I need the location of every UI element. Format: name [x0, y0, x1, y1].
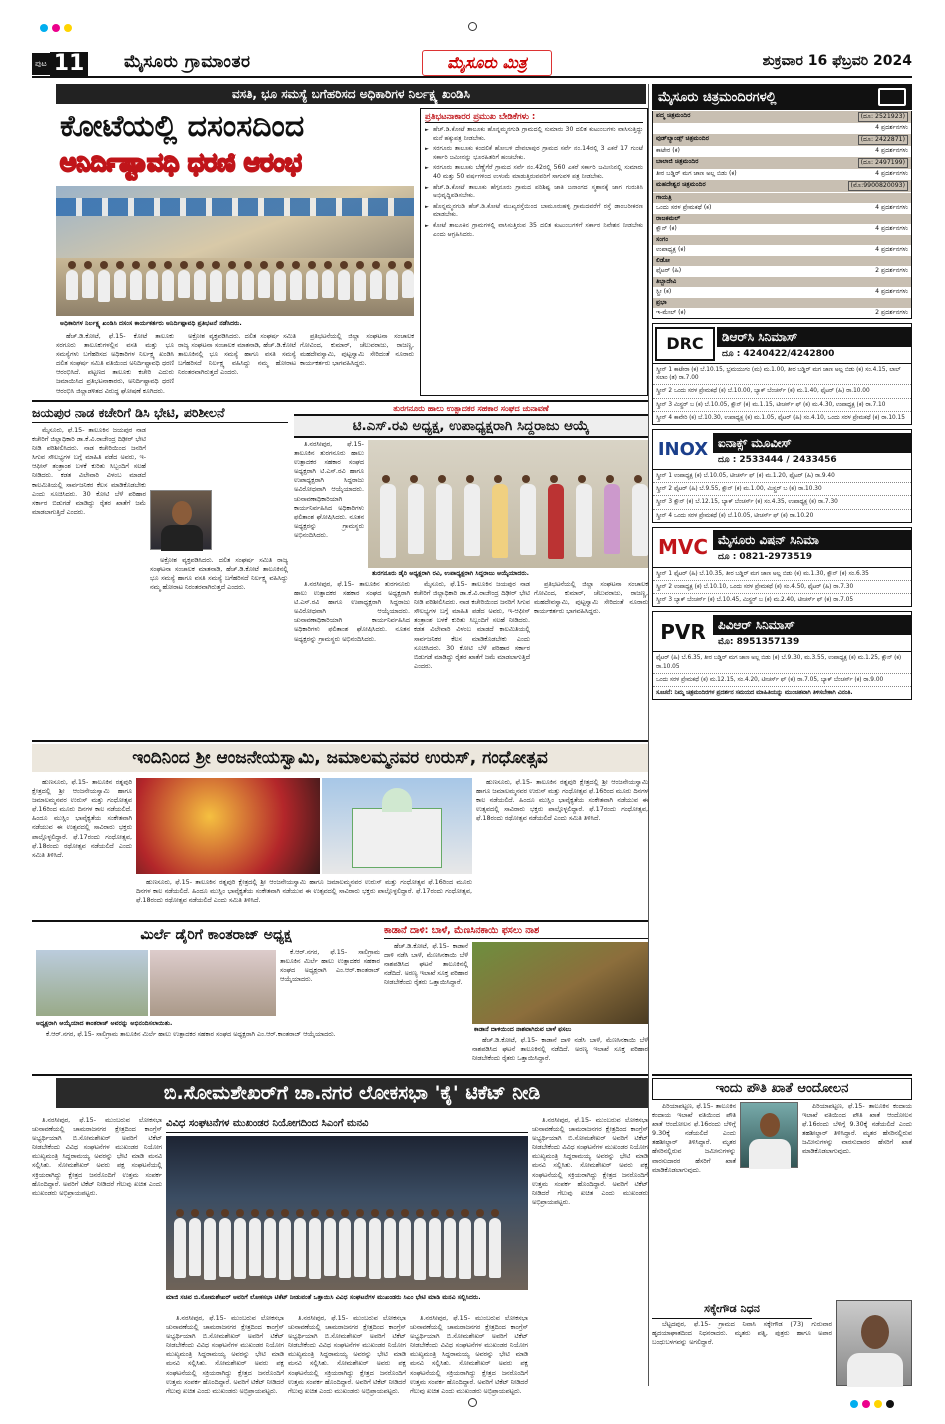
- cinema-chain-inox: [652, 429, 912, 523]
- divider: [32, 740, 648, 742]
- pouti-khate-body-text-2: ಪಿರಿಯಾಪಟ್ಟಣ, ಫೆ.15- ತಾಲೂಕಿನ ಕಂದಾಯ ಇಲಾಖೆ ವತಿಯಿಂದ ಪೌತಿ ಖಾತೆ ಆಂದೋಲನ ಫೆ.16ರಂದು ಬೆಳಿಗ್ಗೆ 9.30ಕ್ಕೆ ನಡೆಯಲಿದೆ ಎಂದು ತಹಶೀಲ್ದಾರ್ ತಿಳಿಸಿದ್ದಾರೆ. ಮೃತರ ಹೆಸರಿನಲ್ಲಿರುವ ಜಮೀನುಗಳನ್ನು ವಾರಸುದಾರರ ಹೆಸರಿಗೆ ಖಾತೆ ಮಾಡಿಕೊಡಲಾಗುವುದು.: [802, 1102, 912, 1156]
- festival-body-text: ಹುಣಸೂರು, ಫೆ.15- ತಾಲೂಕಿನ ರತ್ನಪುರಿ ಕ್ಷೇತ್ರದಲ್ಲಿ ಶ್ರೀ ಆಂಜನೇಯಸ್ವಾಮಿ ಹಾಗೂ ಜಮಾಲಮ್ಮನವರ ಉರುಸ್ ಮತ್ತು ಗಂಧೋತ್ಸವ ಫೆ.16ರಿಂದ ಮೂರು ದಿನಗಳ ಕಾಲ ನಡೆಯಲಿದೆ. ಹಿಂದೂ ಮುಸ್ಲಿಂ ಭಾವೈಕ್ಯತೆಯ ಸಂಕೇತವಾಗಿ ನಡೆಯುವ ಈ ಉತ್ಸವದಲ್ಲಿ ಸಾವಿರಾರು ಭಕ್ತರು ಪಾಲ್ಗೊಳ್ಳಲಿದ್ದಾರೆ. ಫೆ.17ರಂದು ಗಂಧೋತ್ಸವ, ಫೆ.18ರಂದು ರಥೋತ್ಸವ ನಡೆಯಲಿದೆ ಎಂದು ಸಮಿತಿ ತಿಳಿಸಿದೆ.: [32, 778, 132, 859]
- ticket-body-col-2: [166, 1314, 284, 1395]
- chain-phone: ದೂ : 0821-2973519: [718, 552, 813, 563]
- theatre-film: ಕ್ಲೌನ್ (ಕ): [656, 225, 677, 232]
- demand-item: ► ಹೆಚ್.ಡಿ.ಕೋಟೆ ತಾಲೂಕು ಹೊನ್ನಮ್ಮನಗುಡಿ ಗ್ರಾಮದಲ್ಲಿ ಸುಮಾರು 30 ದಲಿತ ಕುಟುಂಬಗಳು ವಾಸಿಸುತ್ತಿದ್ದು ಮನೆ ಹಕ್ಕುಪತ್ರ ನೀಡಬೇಕು.: [425, 126, 643, 143]
- column-rule: [648, 84, 649, 1386]
- dairy-headline: ಮಿರ್ಲೆ ಡೈರಿಗೆ ಕಾಂತರಾಜ್ ಅಧ್ಯಕ್ಷ: [140, 927, 292, 943]
- masthead: [32, 48, 912, 78]
- lead-kicker: ವಸತಿ, ಭೂ ಸಮಸ್ಯೆ ಬಗೆಹರಿಸದ ಅಧಿಕಾರಿಗಳ ನಿರ್ಲಕ್ಷ್ಯ ಖಂಡಿಸಿ: [56, 84, 646, 104]
- lead-body-text-1: ಹೆಚ್.ಡಿ.ಕೋಟೆ, ಫೆ.15- ಕೋಟೆ ತಾಲೂಕು ಸರಗೂರು ತಾಲೂಕುಗಳಲ್ಲಿನ ವಸತಿ ಮತ್ತು ಭೂ ಸಮಸ್ಯೆಗಳು ಬಗೆಹರಿಸದ ಅಧಿಕಾರಿಗಳ ನಿರ್ಲಕ್ಷ್ಯ ಖಂಡಿಸಿ ದಲಿತ ಸಂಘರ್ಷ ಸಮಿತಿ ವತಿಯಿಂದ ಅನಿರ್ದಿಷ್ಟಾವಧಿ ಧರಣಿ ಆರಂಭಿಸಿದೆ. ಪಟ್ಟಣದ ತಾಲೂಕು ಕಚೇರಿ ಎದುರು ಜಮಾಯಿಸಿದ ಪ್ರತಿಭಟನಾಕಾರರು, ಅನಿರ್ದಿಷ್ಟಾವಧಿ ಧರಣಿ ಆರಂಭಿಸಿ ಜಿಲ್ಲಾಡಳಿತದ ವಿರುದ್ಧ ಘೋಷಣೆ ಕೂಗಿದರು.: [56, 332, 174, 395]
- theatre-shows: 4 ಪ್ರದರ್ಶನಗಳು: [875, 225, 908, 232]
- dairy-caption: ಅಧ್ಯಕ್ಷರಾಗಿ ಆಯ್ಕೆಯಾದ ಕಾಂತರಾಜ್ ಅವರನ್ನು ಅಭಿನಂದಿಸಲಾಯಿತು.: [36, 1020, 173, 1027]
- paper-logo: ಮೈಸೂರು ಮಿತ್ರ: [422, 50, 552, 76]
- theatre-phone: (ದೂ: 2497199): [858, 158, 908, 168]
- theatre-shows: 4 ಪ್ರದರ್ಶನಗಳು: [875, 246, 908, 253]
- theatre-entry: [653, 180, 911, 192]
- show-listing: ಸ್ಕ್ರೀನ್ 3 ಕ್ಲೌನ್ (ಕ) ಬೆ.12.15, ಬ್ಯಾಕ್ ಬೆಂಚರ್ಸ್ (ಕ) ಸಂ.4.35, ಉಪಾಧ್ಯಕ್ಷ (ಕ) ರಾ.7.30: [653, 496, 911, 509]
- banana-body-text: ಹೆಚ್.ಡಿ.ಕೋಟೆ, ಫೆ.15- ಕಾಡಾನೆ ದಾಳಿ ನಡೆಸಿ ಬಾಳೆ, ಮೆಣಸಿನಕಾಯಿ ಬೆಳೆ ನಾಶಪಡಿಸಿದ ಘಟನೆ ತಾಲೂಕಿನಲ್ಲಿ ನಡೆದಿದೆ. ಅರಣ್ಯ ಇಲಾಖೆ ಸೂಕ್ತ ಪರಿಹಾರ ನೀಡಬೇಕೆಂದು ರೈತರು ಒತ್ತಾಯಿಸಿದ್ದಾರೆ.: [384, 942, 468, 987]
- lead-photo-caption: ಅಧಿಕಾರಿಗಳ ನಿರ್ಲಕ್ಷ್ಯ ಖಂಡಿಸಿ ದಸಂಸ ಕಾರ್ಯಕರ್ತರು ಅನಿರ್ದಿಷ್ಟಾವಧಿ ಪ್ರತಿಭಟನೆ ನಡೆಸಿದರು.: [60, 320, 242, 327]
- ticket-body-col-4: [410, 1314, 528, 1395]
- chain-name: ಪಿವಿಆರ್ ಸಿನಿಮಾಸ್: [713, 615, 911, 635]
- inox-logo: INOX: [657, 439, 709, 461]
- theatre-film: ಸ್ಟ್ರೀ (ಕ): [656, 288, 672, 295]
- ticket-body-text: ತಿ.ನರಸೀಪುರ, ಫೆ.15- ಮುಂಬರುವ ಲೋಕಸಭಾ ಚುನಾವಣೆಯಲ್ಲಿ ಚಾಮರಾಜನಗರ ಕ್ಷೇತ್ರದಿಂದ ಕಾಂಗ್ರೆಸ್ ಅಭ್ಯರ್ಥಿಯಾಗಿ ಬಿ.ಸೋಮಶೇಖರ್ ಅವರಿಗೆ ಟಿಕೆಟ್ ನೀಡಬೇಕೆಂದು ವಿವಿಧ ಸಂಘಟನೆಗಳ ಮುಖಂಡರ ನಿಯೋಗ ಮುಖ್ಯಮಂತ್ರಿ ಸಿದ್ದರಾಮಯ್ಯ ಅವರನ್ನು ಭೇಟಿ ಮಾಡಿ ಮನವಿ ಸಲ್ಲಿಸಿತು. ಸೋಮಶೇಖರ್ ಅವರು ಪಕ್ಷ ಸಂಘಟನೆಯಲ್ಲಿ ಸಕ್ರಿಯರಾಗಿದ್ದು ಕ್ಷೇತ್ರದ ಜನರೊಂದಿಗೆ ಉತ್ತಮ ಸಂಪರ್ಕ ಹೊಂದಿದ್ದಾರೆ. ಅವರಿಗೆ ಟಿಕೆಟ್ ನೀಡಿದರೆ ಗೆಲುವು ಖಚಿತ ಎಂದು ಮುಖಂಡರು ಅಭಿಪ್ರಾಯಪಟ್ಟರು.: [32, 1116, 162, 1197]
- demand-item: ► ಹೊನ್ನಮ್ಮನಗುಡಿ ಹೆಚ್.ಡಿ.ಕೋಟೆ ಮುಖ್ಯರಸ್ತೆಯಿಂದ ಬಾಮೂರುಹಳ್ಳಿ ಗ್ರಾಮದವರೆಗೆ ರಸ್ತೆ ಡಾಂಬರೀಕರಣ ಮಾಡಬೇಕು.: [425, 203, 643, 220]
- ticket-body-text-2: ತಿ.ನರಸೀಪುರ, ಫೆ.15- ಮುಂಬರುವ ಲೋಕಸಭಾ ಚುನಾವಣೆಯಲ್ಲಿ ಚಾಮರಾಜನಗರ ಕ್ಷೇತ್ರದಿಂದ ಕಾಂಗ್ರೆಸ್ ಅಭ್ಯರ್ಥಿಯಾಗಿ ಬಿ.ಸೋಮಶೇಖರ್ ಅವರಿಗೆ ಟಿಕೆಟ್ ನೀಡಬೇಕೆಂದು ವಿವಿಧ ಸಂಘಟನೆಗಳ ಮುಖಂಡರ ನಿಯೋಗ ಮುಖ್ಯಮಂತ್ರಿ ಸಿದ್ದರಾಮಯ್ಯ ಅವರನ್ನು ಭೇಟಿ ಮಾಡಿ ಮನವಿ ಸಲ್ಲಿಸಿತು. ಸೋಮಶೇಖರ್ ಅವರು ಪಕ್ಷ ಸಂಘಟನೆಯಲ್ಲಿ ಸಕ್ರಿಯರಾಗಿದ್ದು ಕ್ಷೇತ್ರದ ಜನರೊಂದಿಗೆ ಉತ್ತಮ ಸಂಪರ್ಕ ಹೊಂದಿದ್ದಾರೆ. ಅವರಿಗೆ ಟಿಕೆಟ್ ನೀಡಿದರೆ ಗೆಲುವು ಖಚಿತ ಎಂದು ಮುಖಂಡರು ಅಭಿಪ್ರಾಯಪಟ್ಟರು.: [166, 1314, 284, 1395]
- lead-headline-line-1: ಕೋಟೆಯಲ್ಲಿ ದಸಂಸದಿಂದ: [60, 109, 305, 144]
- theatre-entry: [653, 298, 911, 318]
- theatre-entry: [653, 193, 911, 213]
- milk-union-body-col-2: [294, 580, 410, 738]
- festival-body-col-1: [32, 778, 132, 918]
- lead-body-text-2: ಅಕ್ರೋಶ ವ್ಯಕ್ತಪಡಿಸಿದರು. ದಲಿತ ಸಂಘರ್ಷ ಸಮಿತಿ ರಾಜ್ಯ ಸಂಘಟನಾ ಸಂಚಾಲಕ ಮಾತನಾಡಿ, ಹೆಚ್.ಡಿ.ಕೋಟೆ ತಾಲೂಕಿನಲ್ಲಿ ಭೂ ಸಮಸ್ಯೆ ಹಾಗೂ ವಸತಿ ಸಮಸ್ಯೆ ಬಗೆಹರಿಸದೆ ನಿರ್ಲಕ್ಷ್ಯ ವಹಿಸಿದ್ದು ನಮ್ಮ ಹೋರಾಟ ನಿರಂತರವಾಗಿರುತ್ತದೆ ಎಂದರು.: [178, 332, 296, 377]
- theatre-name: ಲಿಡೋ: [656, 257, 670, 264]
- theatre-entry: [653, 277, 911, 297]
- page-number: 11: [50, 52, 89, 76]
- lead-photo: [56, 186, 414, 316]
- milk-union-photo: [368, 440, 648, 568]
- show-listing: ಸ್ಕ್ರೀನ್ 3 ಮಿಸ್ಟ್ರರ್ ಬ (ಕ) ಬೆ.10.05, ಕ್ಲೌನ್ (ಕ) ಮ.1.15, ಟೀಚರ್ಸ್ ಫ್ (ಕ) ಮ.4.30, ಉಪಾಧ್ಯಕ್ಷ (ಕ) ರಾ.7.10: [653, 399, 911, 412]
- show-listing: ಸ್ಕ್ರೀನ್ 2 ಒಂದು ಸರಳ ಪ್ರೇಮಕಥೆ (ಕ) ಬೆ.10.00, ಬ್ಯಾಕ್ ಬೆಂಚರ್ಸ್ (ಕ) ಮ.1.40, ಫೈಟರ್ (ಹಿ) ರಾ.10.00: [653, 385, 911, 398]
- demand-item: ► ಕೋಟೆ ತಾಲೂಕಿನ ಗ್ರಾಮಗಳಲ್ಲಿ ವಾಸಿಸುತ್ತಿರುವ 35 ದಲಿತ ಕುಟುಂಬಗಳಿಗೆ ಸರ್ಕಾರ ನಿವೇಶನ ನೀಡಬೇಕು ಎಂದು ಆಗ್ರಹಿಸಿದರು.: [425, 222, 643, 239]
- dairy-body-col-2: [36, 1030, 380, 1070]
- festival-body-text-2: ಹುಣಸೂರು, ಫೆ.15- ತಾಲೂಕಿನ ರತ್ನಪುರಿ ಕ್ಷೇತ್ರದಲ್ಲಿ ಶ್ರೀ ಆಂಜನೇಯಸ್ವಾಮಿ ಹಾಗೂ ಜಮಾಲಮ್ಮನವರ ಉರುಸ್ ಮತ್ತು ಗಂಧೋತ್ಸವ ಫೆ.16ರಿಂದ ಮೂರು ದಿನಗಳ ಕಾಲ ನಡೆಯಲಿದೆ. ಹಿಂದೂ ಮುಸ್ಲಿಂ ಭಾವೈಕ್ಯತೆಯ ಸಂಕೇತವಾಗಿ ನಡೆಯುವ ಈ ಉತ್ಸವದಲ್ಲಿ ಸಾವಿರಾರು ಭಕ್ತರು ಪಾಲ್ಗೊಳ್ಳಲಿದ್ದಾರೆ. ಫೆ.17ರಂದು ಗಂಧೋತ್ಸವ, ಫೆ.18ರಂದು ರಥೋತ್ಸವ ನಡೆಯಲಿದೆ ಎಂದು ಸಮಿತಿ ತಿಳಿಸಿದೆ.: [476, 778, 648, 823]
- milk-union-body-text-2: ತಿ.ನರಸೀಪುರ, ಫೆ.15- ತಾಲೂಕಿನ ತುರಗನೂರು ಹಾಲು ಉತ್ಪಾದಕರ ಸಹಕಾರ ಸಂಘದ ಅಧ್ಯಕ್ಷರಾಗಿ ಟಿ.ಎಸ್.ರವಿ ಹಾಗೂ ಉಪಾಧ್ಯಕ್ಷರಾಗಿ ಸಿದ್ದರಾಜು ಅವಿರೋಧವಾಗಿ ಆಯ್ಕೆಯಾದರು. ಚುನಾವಣಾಧಿಕಾರಿಯಾಗಿ ಕಾರ್ಯನಿರ್ವಹಿಸಿದ ಅಧಿಕಾರಿಗಳು ಫಲಿತಾಂಶ ಘೋಷಿಸಿದರು. ನೂತನ ಅಧ್ಯಕ್ಷರನ್ನು ಗ್ರಾಮಸ್ಥರು ಅಭಿನಂದಿಸಿದರು.: [294, 580, 410, 643]
- pouti-khate-body-col-1: [652, 1102, 736, 1298]
- cinema-chain-mysore-vision: [652, 527, 912, 608]
- theatre-film: ತೀರ ಬಡ್ಡಿರ್ ಮಗ ಜಾಣ ಅಲ್ಲ ಬಿಡು (ಕ): [656, 170, 737, 177]
- ticket-subhead: ವಿವಿಧ ಸಂಘಟನೆಗಳ ಮುಖಂಡರ ನಿಯೋಗದಿಂದ ಸಿಎಂಗೆ ಮನವಿ: [166, 1116, 528, 1133]
- theatre-shows: 2 ಪ್ರದರ್ಶನಗಳು: [875, 309, 908, 316]
- theatre-entry: [653, 111, 911, 133]
- theatre-name: ಪದ್ಮ ಚಿತ್ರಮಂದಿರ: [656, 112, 691, 119]
- drc-logo: DRC: [655, 327, 715, 361]
- ticket-photo: [166, 1136, 528, 1290]
- obituary-body-text: ಬೆಟ್ಟದಪುರ, ಫೆ.15- ಗ್ರಾಮದ ನಿವಾಸಿ ಸಕ್ಕೇಗೌಡ (73) ಗುರುವಾರ ಹೃದಯಾಘಾತದಿಂದ ನಿಧನರಾದರು. ಮೃತರು ಪತ್ನಿ, ಪುತ್ರರು ಹಾಗೂ ಅಪಾರ ಬಂಧುಬಳಗವನ್ನು ಅಗಲಿದ್ದಾರೆ.: [652, 1320, 832, 1347]
- festival-dargah-photo: [322, 778, 472, 874]
- theatre-list: [652, 111, 912, 319]
- banana-body-col-1: [384, 942, 468, 1070]
- obituary-portrait: [836, 1300, 912, 1386]
- theatre-entry: [653, 235, 911, 255]
- page-number-tag: [32, 52, 88, 76]
- section-name: ಮೈಸೂರು ಗ್ರಾಮಾಂತರ: [124, 52, 251, 72]
- show-listing: ಸ್ಕ್ರೀನ್ 3 ಬ್ಯಾಕ್ ಬೆಂಚರ್ಸ್ (ಕ) ಬೆ.10.45, ಮಿಸ್ಟ್ರರ್ ಬ (ಕ) ಮ.2.40, ಟೀಚರ್ಸ್ ಫ್ (ಕ) ರಾ.7.05: [656, 597, 854, 604]
- divider: [32, 920, 648, 922]
- theatre-film: ಒಂದು ಸರಳ ಪ್ರೇಮಕಥೆ (ಕ): [656, 204, 712, 211]
- chain-name: ಐನಾಕ್ಸ್ ಮೂವೀಸ್: [713, 433, 911, 453]
- milk-union-body-text: ತಿ.ನರಸೀಪುರ, ಫೆ.15- ತಾಲೂಕಿನ ತುರಗನೂರು ಹಾಲು ಉತ್ಪಾದಕರ ಸಹಕಾರ ಸಂಘದ ಅಧ್ಯಕ್ಷರಾಗಿ ಟಿ.ಎಸ್.ರವಿ ಹಾಗೂ ಉಪಾಧ್ಯಕ್ಷರಾಗಿ ಸಿದ್ದರಾಜು ಅವಿರೋಧವಾಗಿ ಆಯ್ಕೆಯಾದರು. ಚುನಾವಣಾಧಿಕಾರಿಯಾಗಿ ಕಾರ್ಯನಿರ್ವಹಿಸಿದ ಅಧಿಕಾರಿಗಳು ಫಲಿತಾಂಶ ಘೋಷಿಸಿದರು. ನೂತನ ಅಧ್ಯಕ್ಷರನ್ನು ಗ್ರಾಮಸ್ಥರು ಅಭಿನಂದಿಸಿದರು.: [294, 440, 364, 539]
- banana-body-text-2: ಹೆಚ್.ಡಿ.ಕೋಟೆ, ಫೆ.15- ಕಾಡಾನೆ ದಾಳಿ ನಡೆಸಿ ಬಾಳೆ, ಮೆಣಸಿನಕಾಯಿ ಬೆಳೆ ನಾಶಪಡಿಸಿದ ಘಟನೆ ತಾಲೂಕಿನಲ್ಲಿ ನಡೆದಿದೆ. ಅರಣ್ಯ ಇಲಾಖೆ ಸೂಕ್ತ ಪರಿಹಾರ ನೀಡಬೇಕೆಂದು ರೈತರು ಒತ್ತಾಯಿಸಿದ್ದಾರೆ.: [472, 1036, 648, 1063]
- theatre-entry: [653, 134, 911, 156]
- demand-item: ► ಹೆಚ್.ಡಿ.ಕೋಟೆ ತಾಲೂಕು ಹೆಗ್ಗನೂರು ಗ್ರಾಮದ ಪರಿಶಿಷ್ಟ ಜಾತಿ ಜನಾಂಗದ ಸ್ಮಶಾನಕ್ಕೆ ಜಾಗ ಗುರುತಿಸಿ ಅಭಿವೃದ್ಧಿಪಡಿಸಬೇಕು.: [425, 184, 643, 201]
- dc-visit-headline: ಜಯಪುರ ನಾಡ ಕಚೇರಿಗೆ ಡಿಸಿ ಭೇಟಿ, ಪರಿಶೀಲನೆ: [32, 404, 288, 423]
- registration-mark-top: [468, 22, 477, 31]
- film-reel-icon: [878, 88, 906, 106]
- cinema-chain-pvr: [652, 611, 912, 700]
- ticket-body-col-3: [288, 1314, 406, 1395]
- show-listing: ಫೈಟರ್ (ಹಿ) ಬೆ.6.35, ತೀರ ಬಡ್ಡಿರ್ ಮಗ ಜಾಣ ಅಲ್ಲ ಬಿಡು (ಕ) ಬೆ.9.30, ಮ.3.55, ಉಪಾಧ್ಯಕ್ಷ (ಕ) ಮ.1.25, ಕ್ಲೌನ್ (ಕ) ರಾ.10.05: [653, 652, 911, 673]
- banana-body-col-2: [472, 1036, 648, 1070]
- milk-union-kicker: ತುರಗನೂರು ಹಾಲು ಉತ್ಪಾದಕರ ಸಹಕಾರ ಸಂಘದ ಚುನಾವಣೆ: [393, 404, 549, 413]
- pvr-logo: PVR: [660, 619, 706, 644]
- divider: [652, 1074, 912, 1076]
- festival-temple-photo: [136, 778, 320, 874]
- theatre-name: ಗಾಯತ್ರಿ: [656, 194, 672, 201]
- mvc-logo: MVC: [657, 535, 709, 560]
- milk-union-body-col-3: [414, 580, 530, 738]
- ticket-body-col-5: [532, 1116, 648, 1386]
- theatre-phone: (ದೂ: 2521923): [858, 112, 908, 122]
- theatre-shows: 4 ಪ್ರದರ್ಶನಗಳು: [875, 170, 908, 177]
- dc-visit-body-col-2: [150, 556, 288, 738]
- chain-phone: ಮೊ: 8951357139: [718, 636, 800, 647]
- show-listing: ಸ್ಕ್ರೀನ್ 1 ಫೈಟರ್ (ಹಿ) ಬೆ.10.35, ತೀರ ಬಡ್ಡಿರ್ ಮಗ ಜಾಣ ಅಲ್ಲ ಬಿಡು (ಕ) ಮ.1.30, ಕ್ಲೌನ್ (ಕ) ಸಂ.6.35: [653, 568, 911, 581]
- theatre-name: ಮಹದೇಶ್ವರ ಚಿತ್ರಮಂದಿರ: [656, 181, 706, 188]
- demand-item: ► ಸರಗೂರು ತಾಲೂಕು ಬೆಣ್ಣೆಗೆರೆ ಗ್ರಾಮದ ಸರ್ವೆ ನಂ.42ರಲ್ಲಿ 560 ಎಕರೆ ಸರ್ಕಾರಿ ಜಮೀನಿನಲ್ಲಿ ಸುಮಾರು 40 ಮತ್ತು 50 ವರ್ಷಗಳಿಂದ ಉಳುಮೆ ಮಾಡುತ್ತಿರುವವರಿಗೆ ಸಾಗುವಳಿ ಪತ್ರ ನೀಡಬೇಕು.: [425, 164, 643, 181]
- milk-union-caption: ತುರಗನೂರು ಡೈರಿ ಅಧ್ಯಕ್ಷರಾಗಿ ರವಿ, ಉಪಾಧ್ಯಕ್ಷರಾಗಿ ಸಿದ್ದರಾಜು ಆಯ್ಕೆಯಾದರು.: [372, 570, 529, 577]
- show-listing: ಒಂದು ಸರಳ ಪ್ರೇಮಕಥೆ (ಕ) ಮ.12.15, ಸಂ.4.20, ಟೀಚರ್ಸ್ ಫ್ (ಕ) ರಾ.7.05, ಬ್ಯಾಕ್ ಬೆಂಚರ್ಸ್ (ಕ) ರಾ.9.00: [653, 674, 911, 687]
- lead-headline-line-2: ಅನಿರ್ದಿಷ್ಟಾವಧಿ ಧರಣಿ ಆರಂಭ: [60, 148, 302, 177]
- theatre-name: ತಿಬ್ಬಾದೇವಿ: [656, 278, 677, 285]
- demand-item: ► ಸರಗೂರು ತಾಲೂಕು ಕಂದಲಿಕೆ ಹೋಬಳಿ ದೇವಲಾಪುರ ಗ್ರಾಮದ ಸರ್ವೆ ನಂ.14ರಲ್ಲಿ 3 ಎಕರೆ 17 ಗುಂಟೆ ಸರ್ಕಾರಿ ಜಮೀನನ್ನು ಭೂರಹಿತರಿಗೆ ಹಂಚಬೇಕು.: [425, 145, 643, 162]
- pouti-khate-body-col-2: [802, 1102, 912, 1298]
- cinema-listings-title: ಮೈಸೂರು ಚಿತ್ರಮಂದಿರಗಳಲ್ಲಿ: [658, 89, 777, 105]
- demands-box: [420, 108, 648, 396]
- cinema-listings-header: [652, 84, 912, 110]
- show-listing: ಸ್ಕ್ರೀನ್ 1 ಉಪಾಧ್ಯಕ್ಷ (ಕ) ಬೆ.10.05, ಟೀಚರ್ಸ್ ಫ್ (ಕ) ಮ.1.20, ಫೈಟರ್ (ಹಿ) ರಾ.9.40: [653, 470, 911, 483]
- issue-date: ಶುಕ್ರವಾರ 16 ಫೆಬ್ರವರಿ 2024: [762, 53, 912, 69]
- show-listing: ಸ್ಕ್ರೀನ್ 4 ಒಂದು ಸರಳ ಪ್ರೇಮಕಥೆ (ಕ) ಬೆ.10.05, ಟೀಚರ್ಸ್ ಫ್ (ಕ) ರಾ.10.20: [656, 512, 814, 519]
- cinema-chain-drc: [652, 323, 912, 425]
- festival-body-text-3: ಹುಣಸೂರು, ಫೆ.15- ತಾಲೂಕಿನ ರತ್ನಪುರಿ ಕ್ಷೇತ್ರದಲ್ಲಿ ಶ್ರೀ ಆಂಜನೇಯಸ್ವಾಮಿ ಹಾಗೂ ಜಮಾಲಮ್ಮನವರ ಉರುಸ್ ಮತ್ತು ಗಂಧೋತ್ಸವ ಫೆ.16ರಿಂದ ಮೂರು ದಿನಗಳ ಕಾಲ ನಡೆಯಲಿದೆ. ಹಿಂದೂ ಮುಸ್ಲಿಂ ಭಾವೈಕ್ಯತೆಯ ಸಂಕೇತವಾಗಿ ನಡೆಯುವ ಈ ಉತ್ಸವದಲ್ಲಿ ಸಾವಿರಾರು ಭಕ್ತರು ಪಾಲ್ಗೊಳ್ಳಲಿದ್ದಾರೆ. ಫೆ.17ರಂದು ಗಂಧೋತ್ಸವ, ಫೆ.18ರಂದು ರಥೋತ್ಸವ ನಡೆಯಲಿದೆ ಎಂದು ಸಮಿತಿ ತಿಳಿಸಿದೆ.: [136, 878, 472, 905]
- demands-title: ಪ್ರತಿಭಟನಾಕಾರರ ಪ್ರಮುಖ ಬೇಡಿಕೆಗಳು :: [425, 112, 643, 123]
- ticket-body-text-4: ತಿ.ನರಸೀಪುರ, ಫೆ.15- ಮುಂಬರುವ ಲೋಕಸಭಾ ಚುನಾವಣೆಯಲ್ಲಿ ಚಾಮರಾಜನಗರ ಕ್ಷೇತ್ರದಿಂದ ಕಾಂಗ್ರೆಸ್ ಅಭ್ಯರ್ಥಿಯಾಗಿ ಬಿ.ಸೋಮಶೇಖರ್ ಅವರಿಗೆ ಟಿಕೆಟ್ ನೀಡಬೇಕೆಂದು ವಿವಿಧ ಸಂಘಟನೆಗಳ ಮುಖಂಡರ ನಿಯೋಗ ಮುಖ್ಯಮಂತ್ರಿ ಸಿದ್ದರಾಮಯ್ಯ ಅವರನ್ನು ಭೇಟಿ ಮಾಡಿ ಮನವಿ ಸಲ್ಲಿಸಿತು. ಸೋಮಶೇಖರ್ ಅವರು ಪಕ್ಷ ಸಂಘಟನೆಯಲ್ಲಿ ಸಕ್ರಿಯರಾಗಿದ್ದು ಕ್ಷೇತ್ರದ ಜನರೊಂದಿಗೆ ಉತ್ತಮ ಸಂಪರ್ಕ ಹೊಂದಿದ್ದಾರೆ. ಅವರಿಗೆ ಟಿಕೆಟ್ ನೀಡಿದರೆ ಗೆಲುವು ಖಚಿತ ಎಂದು ಮುಖಂಡರು ಅಭಿಪ್ರಾಯಪಟ್ಟರು.: [410, 1314, 528, 1395]
- dairy-body-text: ಕೆ.ಆರ್.ನಗರ, ಫೆ.15- ಸಾಲಿಗ್ರಾಮ ತಾಲೂಕಿನ ಮಿರ್ಲೆ ಹಾಲು ಉತ್ಪಾದಕರ ಸಹಕಾರ ಸಂಘದ ಅಧ್ಯಕ್ಷರಾಗಿ ಎಂ.ಆರ್.ಕಾಂತರಾಜ್ ಆಯ್ಕೆಯಾದರು.: [280, 948, 380, 984]
- lead-body-col-2: [178, 332, 296, 442]
- theatre-shows: 4 ಪ್ರದರ್ಶನಗಳು: [875, 124, 908, 131]
- cinema-listings: [652, 84, 912, 700]
- milk-union-body-col-4: [534, 580, 648, 738]
- theatre-name: ಪ್ರಭಾ: [656, 299, 667, 306]
- dairy-body-text-2: ಕೆ.ಆರ್.ನಗರ, ಫೆ.15- ಸಾಲಿಗ್ರಾಮ ತಾಲೂಕಿನ ಮಿರ್ಲೆ ಹಾಲು ಉತ್ಪಾದಕರ ಸಹಕಾರ ಸಂಘದ ಅಧ್ಯಕ್ಷರಾಗಿ ಎಂ.ಆರ್.ಕಾಂತರಾಜ್ ಆಯ್ಕೆಯಾದರು.: [46, 1030, 336, 1038]
- theatre-entry: [653, 157, 911, 179]
- banana-photo: [472, 942, 648, 1024]
- chain-name: ಡಿಆರ್‌ಸಿ ಸಿನಿಮಾಸ್: [717, 327, 911, 347]
- dairy-photo-2: [150, 950, 276, 1016]
- ticket-headline: ಬಿ.ಸೋಮಶೇಖರ್‌ಗೆ ಚಾ.ನಗರ ಲೋಕಸಭಾ 'ಕೈ' ಟಿಕೆಟ್ ನೀಡಿ: [56, 1078, 648, 1108]
- dairy-body-col-1: [280, 948, 380, 1028]
- theatre-film: ಉಪಾಧ್ಯಕ್ಷ (ಕ): [656, 246, 686, 253]
- theatre-name: ವುಡ್‌ಲ್ಯಾಂಡ್ಸ್ ಚಿತ್ರಮಂದಿರ: [656, 135, 710, 142]
- banana-headline: ಕಾಡಾನೆ ದಾಳಿ: ಬಾಳೆ, ಮೆಣಸಿನಕಾಯಿ ಫಸಲು ನಾಶ: [384, 924, 648, 939]
- theatre-entry: [653, 214, 911, 234]
- divider: [32, 400, 648, 402]
- ticket-body-text-5: ತಿ.ನರಸೀಪುರ, ಫೆ.15- ಮುಂಬರುವ ಲೋಕಸಭಾ ಚುನಾವಣೆಯಲ್ಲಿ ಚಾಮರಾಜನಗರ ಕ್ಷೇತ್ರದಿಂದ ಕಾಂಗ್ರೆಸ್ ಅಭ್ಯರ್ಥಿಯಾಗಿ ಬಿ.ಸೋಮಶೇಖರ್ ಅವರಿಗೆ ಟಿಕೆಟ್ ನೀಡಬೇಕೆಂದು ವಿವಿಧ ಸಂಘಟನೆಗಳ ಮುಖಂಡರ ನಿಯೋಗ ಮುಖ್ಯಮಂತ್ರಿ ಸಿದ್ದರಾಮಯ್ಯ ಅವರನ್ನು ಭೇಟಿ ಮಾಡಿ ಮನವಿ ಸಲ್ಲಿಸಿತು. ಸೋಮಶೇಖರ್ ಅವರು ಪಕ್ಷ ಸಂಘಟನೆಯಲ್ಲಿ ಸಕ್ರಿಯರಾಗಿದ್ದು ಕ್ಷೇತ್ರದ ಜನರೊಂದಿಗೆ ಉತ್ತಮ ಸಂಪರ್ಕ ಹೊಂದಿದ್ದಾರೆ. ಅವರಿಗೆ ಟಿಕೆಟ್ ನೀಡಿದರೆ ಗೆಲುವು ಖಚಿತ ಎಂದು ಮುಖಂಡರು ಅಭಿಪ್ರಾಯಪಟ್ಟರು.: [532, 1116, 648, 1206]
- theatre-film: ಫೈಟರ್ (ಹಿ): [656, 267, 682, 274]
- theatre-film: ಇ-ಮೇಲ್ (ಕ): [656, 309, 686, 316]
- festival-body-col-3: [136, 878, 472, 918]
- dc-visit-body-col-1: [32, 426, 146, 738]
- show-listing: ಸೂಚನೆ: ನಿಮ್ಮ ಚಿತ್ರಮಂದಿರಗಳ ಪ್ರದರ್ಶನ ಸಮಯದ ಮಾಹಿತಿಯನ್ನು ಮುಂಚಿತವಾಗಿ ತಿಳಿಸಬೇಕಾಗಿ ವಿನಂತಿ.: [656, 690, 853, 697]
- theatre-shows: 2 ಪ್ರದರ್ಶನಗಳು: [875, 267, 908, 274]
- pouti-khate-headline: ಇಂದು ಪೌತಿ ಖಾತೆ ಆಂದೋಲನ: [652, 1078, 912, 1100]
- show-listing: ಸ್ಕ್ರೀನ್ 4 ಕಾವೇರಿ (ಕ) ಬೆ.10.30, ಉಪಾಧ್ಯಕ್ಷ (ಕ) ಮ.1.05, ಫೈಟರ್ (ಹಿ) ಸಂ.4.10, ಒಂದು ಸರಳ ಪ್ರೇಮಕಥೆ (ಕ) ರಾ.10.15: [656, 414, 905, 421]
- demands-list: [425, 126, 643, 239]
- theatre-name: ಬಾಲಾಜಿ ಚಿತ್ರಮಂದಿರ: [656, 158, 699, 165]
- theatre-entry: [653, 256, 911, 276]
- dc-portrait: [150, 490, 212, 550]
- festival-headline: ಇಂದಿನಿಂದ ಶ್ರೀ ಆಂಜನೇಯಸ್ವಾಮಿ, ಜಮಾಲಮ್ಮನವರ ಉರುಸ್, ಗಂಧೋತ್ಸವ: [32, 744, 648, 772]
- theatre-name: ಸಂಗಂ: [656, 236, 669, 243]
- milk-union-body-text-4: ಪ್ರತಿಭಟನೆಯಲ್ಲಿ ಜಿಲ್ಲಾ ಸಂಘಟನಾ ಸಂಚಾಲಕ ಗೋವಿಂದ, ಕುಮಾರ್, ಚೆಲುವರಾಜು, ರಾಜಣ್ಣ, ಮಹದೇವಸ್ವಾಮಿ, ಪುಟ್ಟಸ್ವಾಮಿ ಸೇರಿದಂತೆ ನೂರಾರು ಕಾರ್ಯಕರ್ತರು ಭಾಗವಹಿಸಿದ್ದರು.: [534, 580, 648, 616]
- chain-name: ಮೈಸೂರು ವಿಷನ್ ಸಿನಿಮಾ: [713, 530, 911, 550]
- theatre-shows: 4 ಪ್ರದರ್ಶನಗಳು: [875, 288, 908, 295]
- obituary-headline: ಸಕ್ಕೇಗೌಡ ನಿಧನ: [652, 1300, 812, 1319]
- chain-phone: ದೂ : 2533444 / 2433456: [718, 454, 837, 465]
- ticket-photo-caption: ಮಾಜಿ ಸಚಿವ ಬಿ.ಸೋಮಶೇಖರ್ ಅವರಿಗೆ ಲೋಕಸಭಾ ಟಿಕೆಟ್ ನೀಡುವಂತೆ ಒತ್ತಾಯಿಸಿ ವಿವಿಧ ಸಂಘಟನೆಗಳ ಮುಖಂಡರು ಸಿಎಂ ಭೇಟಿ ಮಾಡಿ ಮನವಿ ಸಲ್ಲಿಸಿದರು.: [166, 1294, 481, 1301]
- registration-mark-bottom: [468, 1398, 477, 1407]
- theatre-film: ಕಾಟೇರ (ಕ): [656, 147, 680, 154]
- milk-union-body-col-1: [294, 440, 364, 570]
- dc-visit-body-text: ಮೈಸೂರು, ಫೆ.15- ತಾಲೂಕಿನ ಜಯಪುರ ನಾಡ ಕಚೇರಿಗೆ ಜಿಲ್ಲಾಧಿಕಾರಿ ಡಾ.ಕೆ.ವಿ.ರಾಜೇಂದ್ರ ದಿಢೀರ್ ಭೇಟಿ ನೀಡಿ ಪರಿಶೀಲಿಸಿದರು. ನಾಡ ಕಚೇರಿಯಿಂದ ಜನರಿಗೆ ಸಿಗುವ ಸೌಲಭ್ಯಗಳ ಬಗ್ಗೆ ಮಾಹಿತಿ ಪಡೆದ ಅವರು, ಇ-ಆಫೀಸ್ ತಂತ್ರಾಂಶ ಬಳಕೆ ಕುರಿತು ಸಿಬ್ಬಂದಿಗೆ ಸಲಹೆ ನೀಡಿದರು. ಕಡತ ವಿಲೇವಾರಿ ವಿಳಂಬ ಮಾಡದೆ ಕಾಲಮಿತಿಯಲ್ಲಿ ಸಾರ್ವಜನಿಕರ ಕೆಲಸ ಮಾಡಿಕೊಡಬೇಕು ಎಂದು ಸೂಚಿಸಿದರು. 30 ಕೋಟಿ ಬೆಳೆ ಪರಿಹಾರ ಸರ್ಕಾರ ಬಿಡುಗಡೆ ಮಾಡಿದ್ದು ರೈತರ ಖಾತೆಗೆ ಜಮೆ ಮಾಡಲಾಗುತ್ತಿದೆ ಎಂದರು.: [32, 426, 146, 516]
- festival-body-col-2: [476, 778, 648, 918]
- page-label: ಪುಟ: [32, 53, 50, 75]
- chain-phone: ದೂ : 4240422/4242800: [722, 348, 835, 359]
- ticket-body-text-3: ತಿ.ನರಸೀಪುರ, ಫೆ.15- ಮುಂಬರುವ ಲೋಕಸಭಾ ಚುನಾವಣೆಯಲ್ಲಿ ಚಾಮರಾಜನಗರ ಕ್ಷೇತ್ರದಿಂದ ಕಾಂಗ್ರೆಸ್ ಅಭ್ಯರ್ಥಿಯಾಗಿ ಬಿ.ಸೋಮಶೇಖರ್ ಅವರಿಗೆ ಟಿಕೆಟ್ ನೀಡಬೇಕೆಂದು ವಿವಿಧ ಸಂಘಟನೆಗಳ ಮುಖಂಡರ ನಿಯೋಗ ಮುಖ್ಯಮಂತ್ರಿ ಸಿದ್ದರಾಮಯ್ಯ ಅವರನ್ನು ಭೇಟಿ ಮಾಡಿ ಮನವಿ ಸಲ್ಲಿಸಿತು. ಸೋಮಶೇಖರ್ ಅವರು ಪಕ್ಷ ಸಂಘಟನೆಯಲ್ಲಿ ಸಕ್ರಿಯರಾಗಿದ್ದು ಕ್ಷೇತ್ರದ ಜನರೊಂದಿಗೆ ಉತ್ತಮ ಸಂಪರ್ಕ ಹೊಂದಿದ್ದಾರೆ. ಅವರಿಗೆ ಟಿಕೆಟ್ ನೀಡಿದರೆ ಗೆಲುವು ಖಚಿತ ಎಂದು ಮುಖಂಡರು ಅಭಿಪ್ರಾಯಪಟ್ಟರು.: [288, 1314, 406, 1395]
- milk-union-headline: ಟಿ.ಎಸ್.ರವಿ ಅಧ್ಯಕ್ಷ, ಉಪಾಧ್ಯಕ್ಷರಾಗಿ ಸಿದ್ದರಾಜು ಆಯ್ಕೆ: [294, 414, 648, 438]
- divider: [32, 1074, 648, 1076]
- theatre-shows: 4 ಪ್ರದರ್ಶನಗಳು: [875, 204, 908, 211]
- obituary-body: [652, 1320, 832, 1386]
- theatre-shows: 4 ಪ್ರದರ್ಶನಗಳು: [875, 147, 908, 154]
- banana-caption: ಕಾಡಾನೆ ದಾಳಿಯಿಂದ ನಾಶವಾಗಿರುವ ಬಾಳೆ ಫಸಲು: [474, 1026, 572, 1033]
- theatre-phone: (ಮೊ:9900820093): [848, 181, 908, 191]
- theatre-name: ರಾಜಕಮಲ್: [656, 215, 681, 222]
- ticket-body-col-1: [32, 1116, 162, 1386]
- pouti-khate-body-text: ಪಿರಿಯಾಪಟ್ಟಣ, ಫೆ.15- ತಾಲೂಕಿನ ಕಂದಾಯ ಇಲಾಖೆ ವತಿಯಿಂದ ಪೌತಿ ಖಾತೆ ಆಂದೋಲನ ಫೆ.16ರಂದು ಬೆಳಿಗ್ಗೆ 9.30ಕ್ಕೆ ನಡೆಯಲಿದೆ ಎಂದು ತಹಶೀಲ್ದಾರ್ ತಿಳಿಸಿದ್ದಾರೆ. ಮೃತರ ಹೆಸರಿನಲ್ಲಿರುವ ಜಮೀನುಗಳನ್ನು ವಾರಸುದಾರರ ಹೆಸರಿಗೆ ಖಾತೆ ಮಾಡಿಕೊಡಲಾಗುವುದು.: [652, 1102, 736, 1174]
- show-listing: ಸ್ಕ್ರೀನ್ 2 ಫೈಟರ್ (ಹಿ) ಬೆ.9.55, ಕ್ಲೌನ್ (ಕ) ಮ.1.00, ಮಿಸ್ಟ್ರರ್ ಬ (ಕ) ರಾ.10.30: [653, 483, 911, 496]
- dairy-photo: [36, 950, 148, 1016]
- show-listing: ಸ್ಕ್ರೀನ್ 2 ಉಪಾಧ್ಯಕ್ಷ (ಕ) ಬೆ.10.10, ಒಂದು ಸರಳ ಪ್ರೇಮಕಥೆ (ಕ) ಸಂ.4.50, ಫೈಟರ್ (ಹಿ) ರಾ.7.30: [653, 581, 911, 594]
- theatre-phone: (ದೂ: 2422871): [858, 135, 908, 145]
- milk-union-body-text-3: ಮೈಸೂರು, ಫೆ.15- ತಾಲೂಕಿನ ಜಯಪುರ ನಾಡ ಕಚೇರಿಗೆ ಜಿಲ್ಲಾಧಿಕಾರಿ ಡಾ.ಕೆ.ವಿ.ರಾಜೇಂದ್ರ ದಿಢೀರ್ ಭೇಟಿ ನೀಡಿ ಪರಿಶೀಲಿಸಿದರು. ನಾಡ ಕಚೇರಿಯಿಂದ ಜನರಿಗೆ ಸಿಗುವ ಸೌಲಭ್ಯಗಳ ಬಗ್ಗೆ ಮಾಹಿತಿ ಪಡೆದ ಅವರು, ಇ-ಆಫೀಸ್ ತಂತ್ರಾಂಶ ಬಳಕೆ ಕುರಿತು ಸಿಬ್ಬಂದಿಗೆ ಸಲಹೆ ನೀಡಿದರು. ಕಡತ ವಿಲೇವಾರಿ ವಿಳಂಬ ಮಾಡದೆ ಕಾಲಮಿತಿಯಲ್ಲಿ ಸಾರ್ವಜನಿಕರ ಕೆಲಸ ಮಾಡಿಕೊಡಬೇಕು ಎಂದು ಸೂಚಿಸಿದರು. 30 ಕೋಟಿ ಬೆಳೆ ಪರಿಹಾರ ಸರ್ಕಾರ ಬಿಡುಗಡೆ ಮಾಡಿದ್ದು ರೈತರ ಖಾತೆಗೆ ಜಮೆ ಮಾಡಲಾಗುತ್ತಿದೆ ಎಂದರು.: [414, 580, 531, 670]
- lead-body-text-3: ಪ್ರತಿಭಟನೆಯಲ್ಲಿ ಜಿಲ್ಲಾ ಸಂಘಟನಾ ಸಂಚಾಲಕ ಗೋವಿಂದ, ಕುಮಾರ್, ಚೆಲುವರಾಜು, ರಾಜಣ್ಣ, ಮಹದೇವಸ್ವಾಮಿ, ಪುಟ್ಟಸ್ವಾಮಿ ಸೇರಿದಂತೆ ನೂರಾರು ಕಾರ್ಯಕರ್ತರು ಭಾಗವಹಿಸಿದ್ದರು.: [300, 332, 414, 368]
- show-listing: ಸ್ಕ್ರೀನ್ 1 ಕಾಟೇರಾ (ಕ) ಬೆ.10.15, ಭ್ರಮಯುಗಂ (ಮ) ಮ.1.00, ತೀರ ಬಡ್ಡಿರ್ ಮಗ ಜಾಣ ಅಲ್ಲ ಬಿಡು (ಕ) ಸಂ.4.15, ಲಾಲ್ ಸಲಾಂ (ತ) ರಾ.7.00: [653, 364, 911, 385]
- dc-visit-body-text-2: ಅಕ್ರೋಶ ವ್ಯಕ್ತಪಡಿಸಿದರು. ದಲಿತ ಸಂಘರ್ಷ ಸಮಿತಿ ರಾಜ್ಯ ಸಂಘಟನಾ ಸಂಚಾಲಕ ಮಾತನಾಡಿ, ಹೆಚ್.ಡಿ.ಕೋಟೆ ತಾಲೂಕಿನಲ್ಲಿ ಭೂ ಸಮಸ್ಯೆ ಹಾಗೂ ವಸತಿ ಸಮಸ್ಯೆ ಬಗೆಹರಿಸದೆ ನಿರ್ಲಕ್ಷ್ಯ ವಹಿಸಿದ್ದು ನಮ್ಮ ಹೋರಾಟ ನಿರಂತರವಾಗಿರುತ್ತದೆ ಎಂದರು.: [150, 556, 288, 592]
- tahsildar-portrait: [740, 1102, 798, 1168]
